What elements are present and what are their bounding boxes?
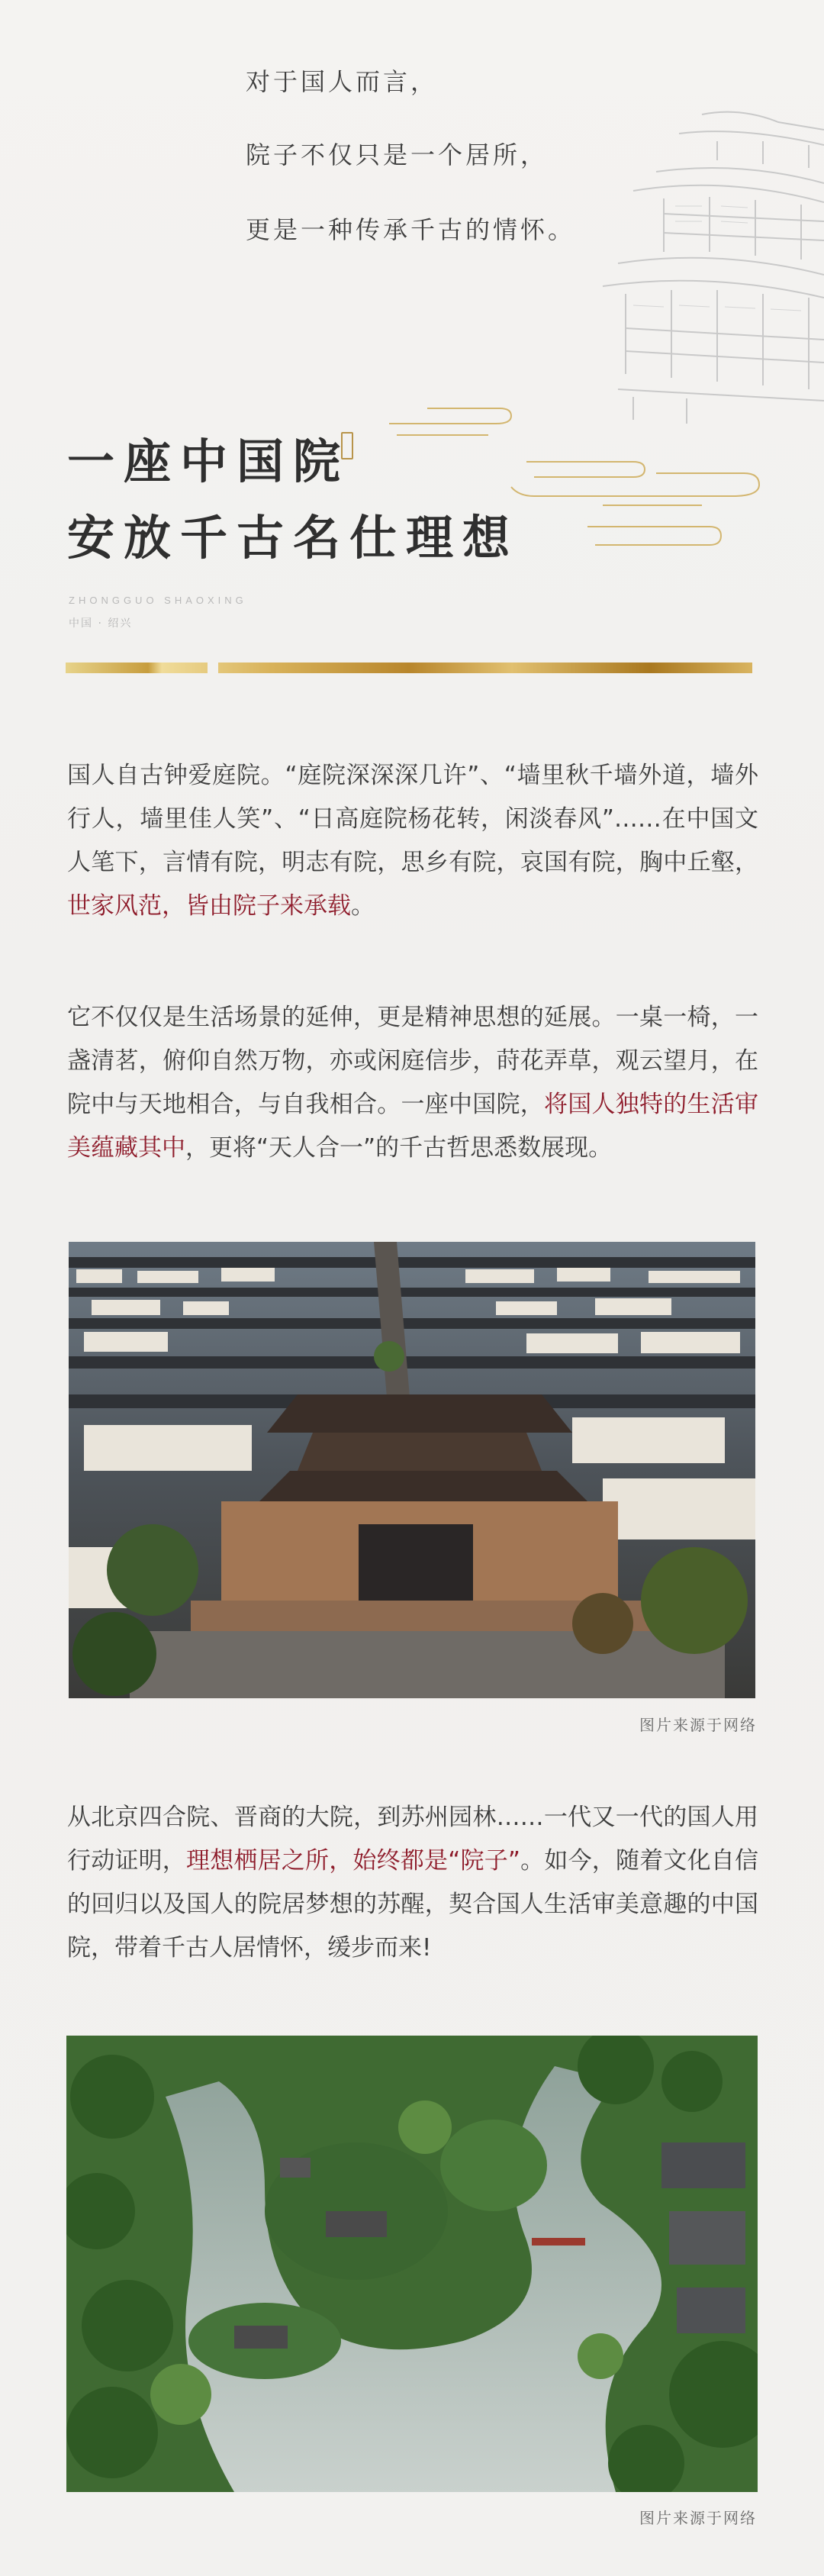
paragraph-1-highlight: 世家风范，皆由院子来承载: [67, 892, 351, 920]
paragraph-1: [67, 754, 758, 928]
intro-line-3: 更是一种传承千古的情怀。: [246, 215, 576, 244]
gold-divider-gap: [208, 661, 218, 675]
photo-2-caption: 图片来源于网络: [639, 2509, 757, 2527]
pinyin-subtitle: ZHONGGUO SHAOXING: [69, 595, 247, 606]
intro-line-2: 院子不仅只是一个居所，: [246, 140, 549, 169]
paragraph-3-end: 。如今，随着文化自信的回归以及国人的院居梦想的苏醒，契合国人生活审美意趣的中国院，带着千古人居情怀，缓步而来!: [67, 1847, 759, 1962]
aerial-town-photo: [69, 1242, 755, 1698]
photo-1-caption: 图片来源于网络: [639, 1716, 757, 1734]
paragraph-1-text: 国人自古钟爱庭院。“庭院深深深几许”、“墙里秋千墙外道，墙外行人，墙里佳人笑”、“日高庭院杨花转，闲淡春风”……在中国文人笔下，言情有院，明志有院，思乡有院，哀国有院，胸中丘壑，: [67, 762, 758, 876]
cloud-pattern-icon: [381, 389, 763, 557]
paragraph-2-end: ，更将“天人合一”的千古哲思悉数展现。: [185, 1134, 613, 1162]
place-label: 中国 · 绍兴: [69, 617, 133, 630]
paragraph-2-highlight: 将国人独特的生活审美蕴藏其中: [67, 1091, 758, 1162]
paragraph-3-highlight: 理想栖居之所，始终都是“院子”: [186, 1847, 520, 1875]
intro-line-1: 对于国人而言，: [246, 67, 439, 96]
seal-icon: [341, 432, 353, 459]
paragraph-2: [67, 996, 758, 1170]
paragraph-1-end: 。: [351, 892, 375, 920]
aerial-garden-photo: [66, 2036, 758, 2492]
paragraph-2-text: 它不仅仅是生活场景的延伸，更是精神思想的延展。一桌一椅，一盏清茗，俯仰自然万物，亦或闲庭信步，莳花弄草，观云望月，在院中与天地相合，与自我相合。一座中国院，: [67, 1004, 758, 1118]
paragraph-3-text: 从北京四合院、晋商的大院，到苏州园林……一代又一代的国人用行动证明，: [67, 1804, 758, 1875]
title-line-2: 安放千古名仕理想: [67, 510, 520, 566]
paragraph-3: [67, 1796, 758, 1970]
gold-divider: [66, 663, 752, 673]
title-line-1: 一座中国院: [67, 434, 350, 489]
pavilion-illustration: [587, 99, 824, 427]
